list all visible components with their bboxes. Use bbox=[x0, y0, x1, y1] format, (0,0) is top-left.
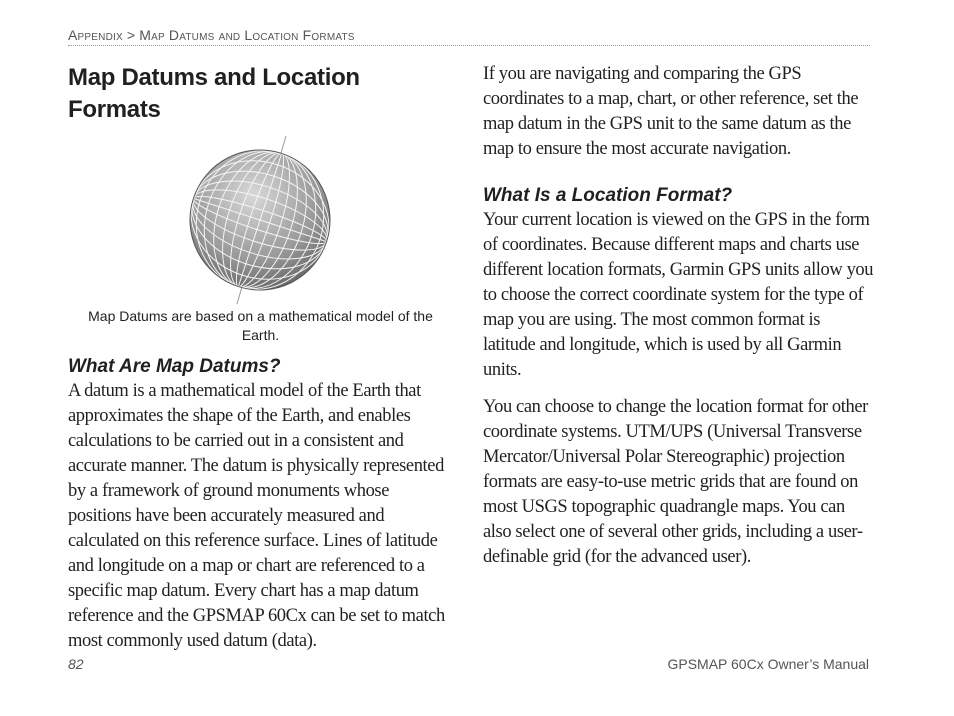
page-number: 82 bbox=[68, 656, 84, 672]
figure-caption: Map Datums are based on a mathematical model of the Earth. bbox=[88, 308, 433, 343]
breadcrumb-page: Map Datums and Location Formats bbox=[139, 27, 355, 43]
section-heading-map-datums: What Are Map Datums? bbox=[68, 356, 281, 377]
breadcrumb-separator: > bbox=[126, 27, 136, 43]
breadcrumb bbox=[68, 27, 870, 46]
location-format-paragraph-1: Your current location is viewed on the GPS in the form of coordinates. Because different maps and charts use different location formats, Garmin GPS units allow you to choose the correct coordinate system for the type of map you are using. The most common format is latitude and longitude, which is used by all Garmin units. bbox=[483, 210, 874, 380]
breadcrumb-section: Appendix bbox=[68, 27, 123, 43]
intro-paragraph: If you are navigating and comparing the GPS coordinates to a map, chart, or other reference, set the map datum in the GPS unit to the same datum as the map to ensure the most accurate navigation. bbox=[483, 64, 859, 159]
location-format-paragraph-2: You can choose to change the location format for other coordinate systems. UTM/UPS (Universal Transverse Mercator/Universal Polar Stereographic) projection formats are easy-to-use metric grids that are found on most USGS topographic quadrangle maps. You can also select one of several other grids, including a user-definable grid (for the advanced user). bbox=[483, 397, 868, 567]
right-column bbox=[483, 62, 875, 570]
globe-figure bbox=[68, 132, 453, 307]
map-datums-paragraph: A datum is a mathematical model of the Earth that approximates the shape of the Earth, and enables calculations to be carried out in a consistent and accurate manner. The datum is physically represented by a framework of ground monuments whose positions have been accurately measured and calculated on this reference surface. Lines of latitude and longitude on a map or chart are referenced to a specific map datum. Every chart has a map datum reference and the GPSMAP 60Cx can be set to match most commonly used datum (data). bbox=[68, 381, 445, 651]
page-title: Map Datums and Location Formats bbox=[68, 64, 360, 123]
manual-title: GPSMAP 60Cx Owner’s Manual bbox=[667, 656, 869, 672]
left-column bbox=[68, 62, 453, 654]
globe-illustration bbox=[178, 132, 338, 307]
section-heading-location-format: What Is a Location Format? bbox=[483, 185, 733, 206]
